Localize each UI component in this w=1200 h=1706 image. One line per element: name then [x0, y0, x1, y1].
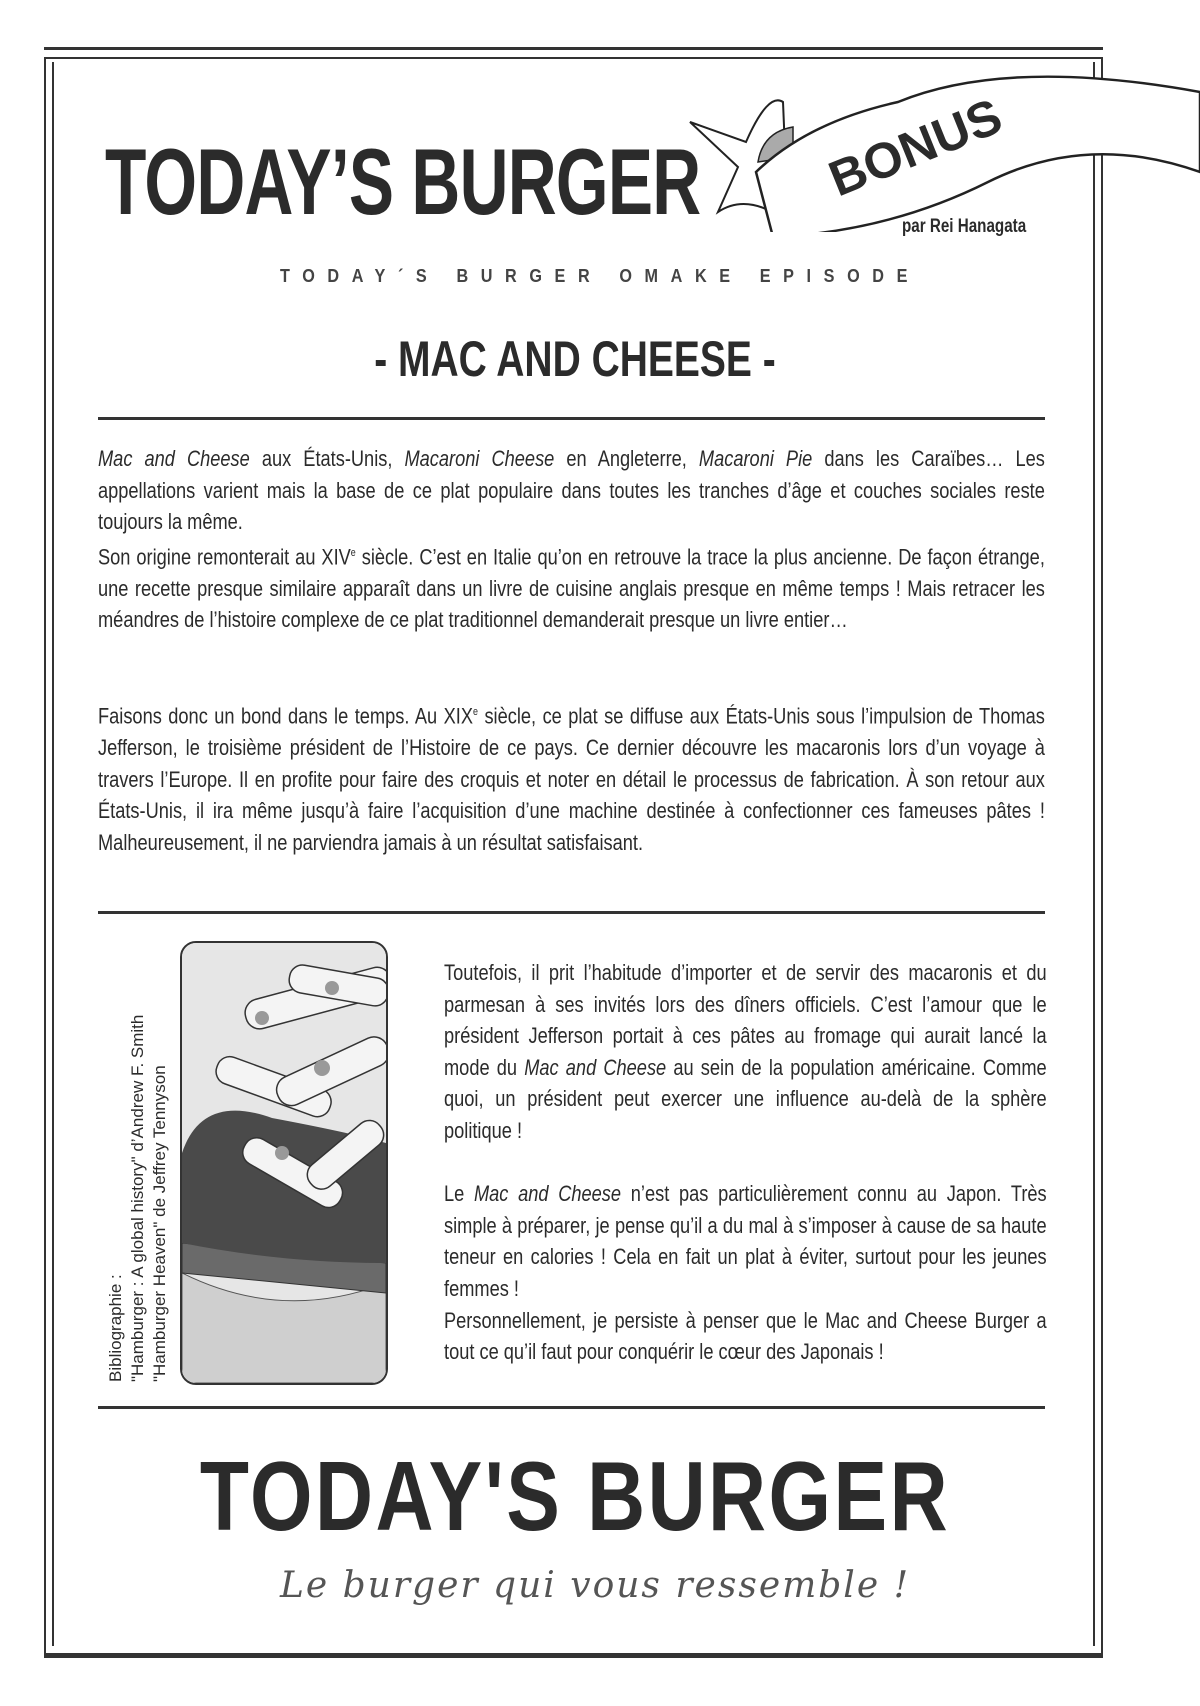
text-run: e — [350, 546, 356, 559]
bonus-banner — [688, 62, 1200, 232]
text-run: Mac and Cheese — [98, 446, 250, 471]
text-run: Personnellement, je persiste à penser que le Mac and Cheese Burger a tout ce qu’il faut pour conquérir le cœur des Japonais ! — [444, 1307, 1047, 1365]
article-intro — [98, 443, 1045, 636]
text-run: Le — [444, 1181, 474, 1207]
text-run: Toutefois, il prit l’habitude d’importer et de servir des macaronis et du parmesan à ses invités lors des dîners officiels. C’est l’amour que le président Jefferson portait à ces pâtes au fromage qui aurait lancé la mode du — [444, 960, 1047, 1080]
text-run: Mac and Cheese — [524, 1054, 667, 1080]
text-run: dans les Caraïbes… Les appellations varient mais la base de ce plat populaire dans toutes les tranches d’âge et couches sociales reste toujours la même. — [98, 446, 1045, 535]
top-rule — [44, 47, 1103, 50]
text-run: en Angleterre, — [554, 446, 699, 471]
page-title: TODAY’S BURGER — [105, 129, 701, 234]
section-rule — [98, 911, 1045, 914]
author-byline: par Rei Hanagata — [902, 216, 1027, 237]
mac-and-cheese-burger-illustration — [180, 941, 388, 1385]
dish-title: - MAC AND CHEESE - — [374, 331, 776, 387]
paragraph — [98, 538, 1045, 636]
article-history — [98, 697, 1045, 858]
bibliography — [105, 1015, 171, 1382]
text-run: au sein de la population américaine. Comme quoi, un président peut exercer une influence au-delà de la sphère politique ! — [444, 1054, 1047, 1143]
text-run: e — [473, 706, 478, 718]
bibliography-ref: "Hamburger : A global history" d’Andrew F. Smith — [128, 1014, 147, 1382]
text-run: n’est pas particulièrement connu au Japon. Très simple à préparer, je pense qu’il a du mal à s’imposer à cause de sa haute teneur en calories ! Cela en fait un plat à éviter, surtout pour les jeunes femmes ! — [444, 1181, 1047, 1301]
bibliography-label: Bibliographie : — [106, 1274, 125, 1382]
text-run: Mac and Cheese — [473, 1181, 622, 1207]
bibliography-ref: "Hamburger Heaven" de Jeffrey Tennyson — [150, 1065, 169, 1382]
text-run: aux États-Unis, — [249, 446, 405, 471]
bonus-label: BONUS — [821, 87, 1010, 208]
bottom-rule — [44, 1655, 1103, 1658]
paragraph — [444, 1305, 1047, 1368]
footer-tagline: Le burger qui vous ressemble ! — [279, 1565, 911, 1606]
paragraph — [444, 957, 1047, 1147]
paragraph-spacer — [444, 1147, 1047, 1179]
paragraph — [98, 443, 1045, 538]
text-run: Faisons donc un bond dans le temps. Au XIX — [98, 703, 474, 729]
text-run: Macaroni Cheese — [404, 446, 555, 471]
section-rule — [98, 1406, 1045, 1409]
text-run: Macaroni Pie — [698, 446, 813, 471]
text-run: siècle. C’est en Italie qu’on en retrouve la trace la plus ancienne. De façon étrange, une recette presque similaire apparaît dans un livre de cuisine anglais presque en même temps ! Mais retracer les méandres de l’histoire complexe de ce plat traditionnel demanderait presque un livre entier… — [98, 544, 1045, 633]
paragraph — [98, 697, 1045, 858]
article-conclusion — [444, 957, 1047, 1368]
text-run: siècle, ce plat se diffuse aux États-Unis sous l’impulsion de Thomas Jefferson, le troisième président de l’Histoire de ce pays. Ce dernier découvre les macaronis lors d’un voyage à travers l’Europe. Il en profite pour faire des croquis et noter en détail le processus de fabrication. À son retour aux États-Unis, il ira même jusqu’à faire l’acquisition d’une machine destinée à confectionner ces fameuses pâtes ! Malheureusement, il ne parviendra jamais à un résultat satisfaisant. — [98, 703, 1045, 855]
text-run: Son origine remonterait au XIV — [98, 544, 351, 570]
section-rule — [98, 417, 1045, 420]
episode-subtitle: TODAY´S BURGER OMAKE EPISODE — [280, 266, 920, 286]
footer-logo-title: TODAY'S BURGER — [199, 1441, 951, 1551]
paragraph — [444, 1178, 1047, 1304]
